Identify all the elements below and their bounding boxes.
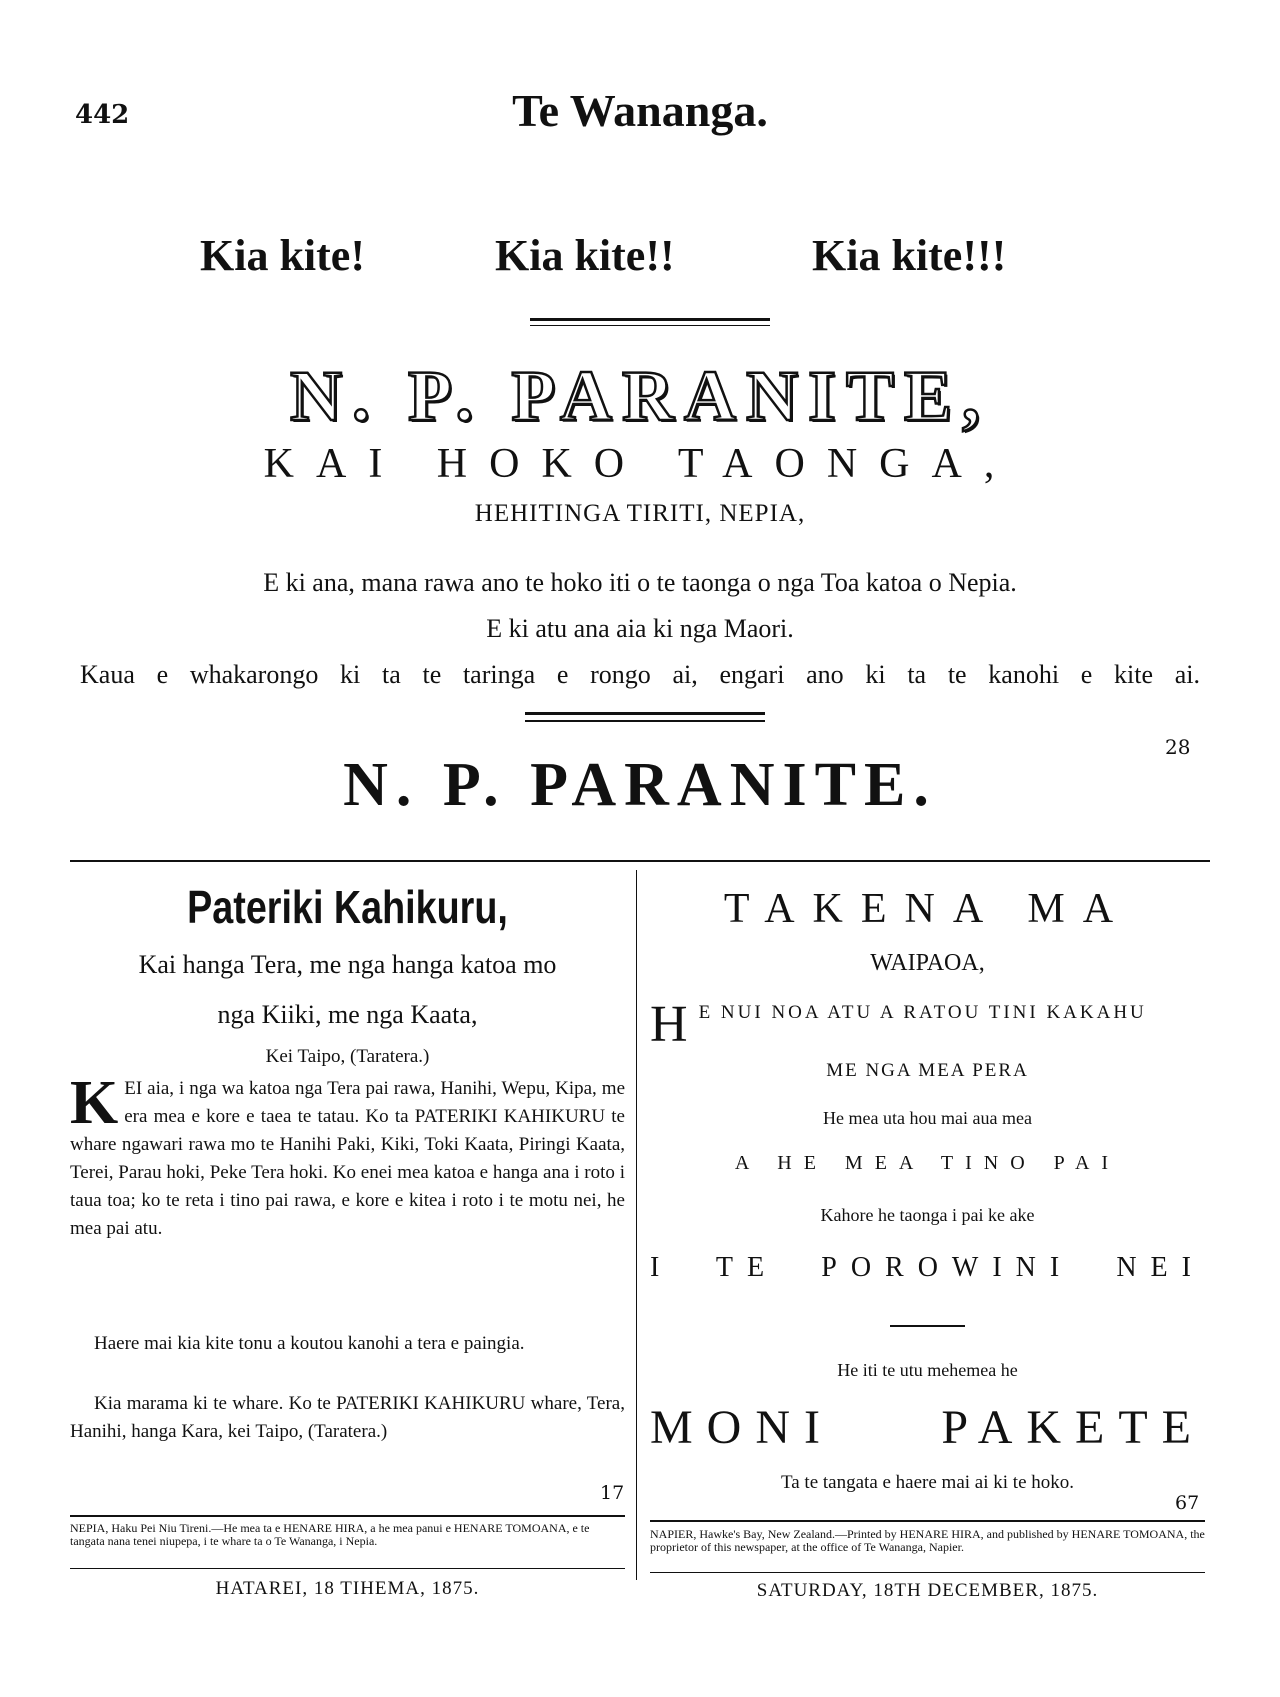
kia-kite-2: Kia kite!! [495, 231, 675, 280]
page-number: 442 [75, 100, 130, 130]
paranite-ad-number: 28 [1165, 735, 1191, 759]
kia-kite-3: Kia kite!!! [812, 231, 1007, 280]
divider-top-1 [530, 318, 770, 321]
paranite-ornate-title: N. P. PARANITE, [289, 356, 991, 436]
takena-line-6: I TE POROWINI NEI [650, 1252, 1205, 1283]
paranite-line-1: E ki ana, mana rawa ano te hoko iti o te taonga o nga Toa katoa o Nepia. [263, 568, 1017, 597]
kahikuru-location: Kei Taipo, (Taratera.) [265, 1046, 430, 1067]
takena-short-rule [890, 1325, 965, 1327]
kahikuru-ad-number: 17 [600, 1482, 625, 1504]
divider-mid-1 [525, 712, 765, 715]
takena-line-3: He mea uta hou mai aua mea [823, 1108, 1032, 1128]
kahikuru-subtitle-1: Kai hanga Tera, me nga hanga katoa mo [138, 950, 557, 979]
paranite-line-2: E ki atu ana aia ki nga Maori. [486, 614, 794, 643]
takena-place: WAIPAOA, [870, 950, 985, 976]
kahikuru-dropcap: K [70, 1069, 119, 1137]
kia-kite-banner [0, 230, 1280, 300]
takena-line-4: A HE MEA TINO PAI [734, 1152, 1121, 1174]
kahikuru-paragraph-1 [70, 1069, 625, 1243]
right-footer-rule [650, 1520, 1205, 1522]
paranite-address: HEHITINGA TIRITI, NEPIA, [474, 500, 806, 527]
takena-title: TAKENA MA [723, 886, 1132, 932]
paranite-trade: KAI HOKO TAONGA, [263, 441, 1017, 487]
kahikuru-title: Pateriki Kahikuru, [187, 881, 508, 933]
left-date-rule [70, 1568, 625, 1569]
takena-line-2: ME NGA MEA PERA [826, 1060, 1029, 1081]
takena-line-9: Ta te tangata e haere mai ai ki te hoko. [780, 1472, 1075, 1493]
paranite-signature: N. P. PARANITE. [343, 751, 937, 819]
takena-line-1-text: E NUI NOA ATU A RATOU TINI KAKAHU [698, 1002, 1147, 1023]
section-divider [70, 860, 1210, 862]
masthead-title: Te Wananga. [512, 85, 768, 136]
kahikuru-paragraph-1-text: EI aia, i nga wa katoa nga Tera pai rawa, Hanihi, Wepu, Kipa, me era mea e kore e taea te tatau. Ko ta PATERIKI KAHIKURU te whare ngawari rawa mo te Hanihi Paki, Kiki, Toki Kaata, Piringi Kaata, Terei, Parau hoki, Peke Tera hoki. Ko enei mea katoa e hanga ana i roto i taua toa; ko te reta i tino pai rawa, e kore e kitea i roto i te motu nei, he mea pai atu. [70, 1078, 625, 1239]
takena-line-5: Kahore he taonga i pai ke ake [820, 1205, 1035, 1225]
date-english: SATURDAY, 18TH DECEMBER, 1875. [756, 1580, 1099, 1601]
takena-ad-number: 67 [1175, 1492, 1200, 1514]
kia-kite-1: Kia kite! [200, 231, 365, 280]
kahikuru-subtitle-2: nga Kiiki, me nga Kaata, [217, 1000, 478, 1029]
left-footer-rule [70, 1515, 625, 1517]
imprint-english: NAPIER, Hawke's Bay, New Zealand.—Printed by HENARE HIRA, and published by HENARE TOMOANA, the proprietor of this newspaper, at the office of Te Wananga, Napier. [650, 1527, 1205, 1554]
column-divider [636, 870, 637, 1580]
takena-line-1 [650, 996, 1205, 1053]
kahikuru-paragraph-3: Kia marama ki te whare. Ko te PATERIKI KAHIKURU whare, Tera, Hanihi, hanga Kara, kei Taipo, (Taratera.) [70, 1393, 625, 1442]
kahikuru-paragraph-2: Haere mai kia kite tonu a koutou kanohi a tera e paingia. [94, 1333, 525, 1354]
date-maori: HATAREI, 18 TIHEMA, 1875. [215, 1578, 480, 1599]
takena-dropcap: H [650, 996, 691, 1053]
divider-mid-2 [525, 720, 765, 722]
takena-line-8: MONI PAKETE [650, 1401, 1205, 1454]
takena-line-7: He iti te utu mehemea he [837, 1360, 1018, 1380]
right-date-rule [650, 1572, 1205, 1573]
divider-top-2 [530, 325, 770, 326]
paranite-line-3: Kaua e whakarongo ki ta te taringa e rongo ai, engari ano ki ta te kanohi e kite ai. [80, 660, 1200, 689]
imprint-maori: NEPIA, Haku Pei Niu Tireni.—He mea ta e HENARE HIRA, a he mea panui e HENARE TOMOANA, e te tangata nana tenei niupepa, i te whare ta o Te Wananga, i Nepia. [70, 1521, 590, 1548]
